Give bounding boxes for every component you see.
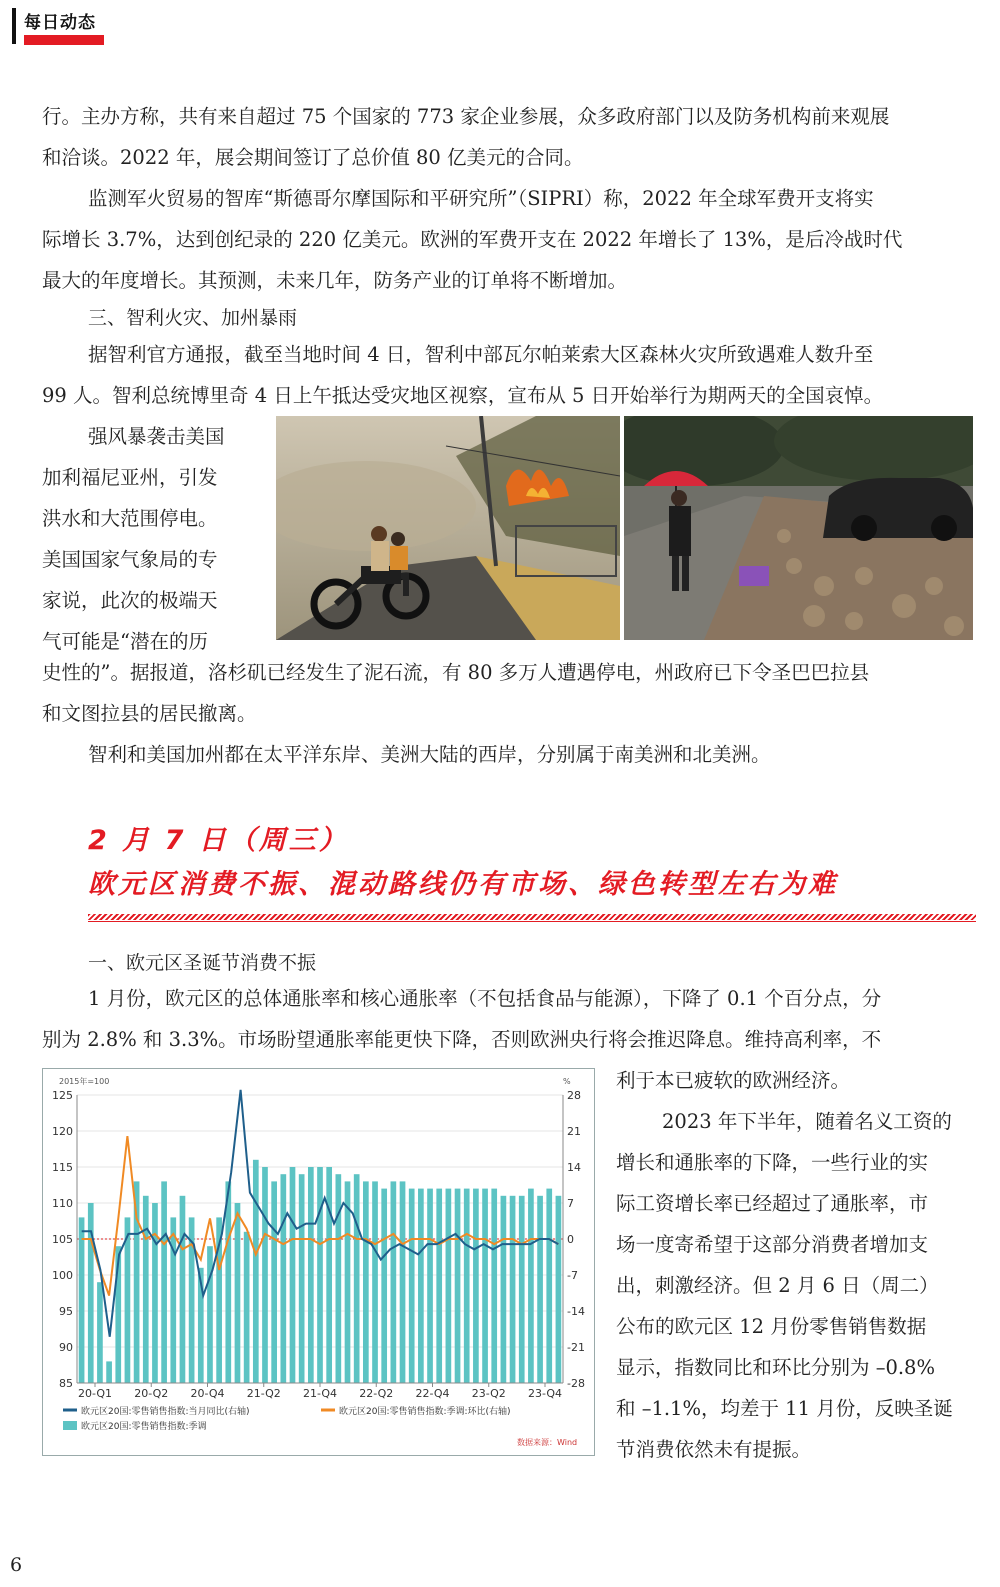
chart-bar	[418, 1189, 424, 1383]
paragraph-line: 增长和通胀率的下降，一些行业的实	[616, 1151, 929, 1174]
paragraph-line: 美国国家气象局的专	[42, 548, 218, 571]
paragraph-line: 据智利官方通报，截至当地时间 4 日，智利中部瓦尔帕莱索大区森林火灾所致遇难人数升至	[88, 343, 874, 366]
header-label: 每日动态	[24, 13, 96, 33]
chart-bar	[381, 1189, 387, 1383]
legend-label-mom: 欧元区20国:零售销售指数:季调:环比(右轴)	[339, 1407, 511, 1417]
right-tick-label: 0	[567, 1233, 574, 1246]
chart-bar	[280, 1174, 286, 1383]
chart-bar	[391, 1181, 397, 1383]
chart-bar	[354, 1174, 360, 1383]
paragraph-line: 最大的年度增长。其预测，未来几年，防务产业的订单将不断增加。	[42, 269, 628, 292]
chart-bar	[161, 1181, 167, 1383]
left-tick-label: 105	[52, 1233, 73, 1246]
chart-bar	[501, 1196, 507, 1383]
chart-bar	[510, 1196, 516, 1383]
chart-bar	[317, 1167, 323, 1383]
chart-bar	[308, 1167, 314, 1383]
right-tick-label: 7	[567, 1197, 574, 1210]
chart-bar	[482, 1189, 488, 1383]
chart-bar	[152, 1203, 158, 1383]
x-tick-label: 23-Q4	[527, 1387, 563, 1400]
left-axis-note: 2015年=100	[59, 1077, 110, 1086]
paragraph-line: 节消费依然未有提振。	[616, 1438, 812, 1461]
paragraph-line: 强风暴袭击美国	[88, 425, 225, 448]
header-red-block	[24, 35, 104, 45]
chart-bar	[528, 1189, 534, 1383]
left-tick-label: 90	[59, 1341, 73, 1354]
paragraph-line: 场一度寄希望于这部分消费者增加支	[616, 1233, 929, 1256]
chart-bar	[491, 1189, 497, 1383]
x-tick-label: 20-Q1	[77, 1387, 113, 1400]
section-heading-chile-california: 三、智利火灾、加州暴雨	[88, 307, 298, 329]
section-title: 欧元区消费不振、混动路线仍有市场、绿色转型左右为难	[88, 869, 838, 900]
right-tick-label: 21	[567, 1125, 581, 1138]
section-divider	[88, 914, 976, 920]
chart-bar	[409, 1189, 415, 1383]
right-tick-label: 28	[567, 1089, 581, 1102]
left-tick-label: 115	[52, 1161, 73, 1174]
section-date: 2 月 7 日（周三）	[88, 825, 349, 856]
paragraph-line: 气可能是“潜在的历	[42, 630, 208, 653]
paragraph-line: 别为 2.8% 和 3.3%。市场盼望通胀率能更快下降，否则欧洲央行将会推迟降息。维持高利率，不	[42, 1028, 882, 1051]
chile-fire-photo	[276, 416, 620, 640]
left-tick-label: 120	[52, 1125, 73, 1138]
right-axis-note: %	[563, 1077, 571, 1086]
chart-bar	[372, 1181, 378, 1383]
subsection-heading-eurozone: 一、欧元区圣诞节消费不振	[88, 952, 317, 974]
page-number: 6	[10, 1554, 23, 1576]
chart-bar	[235, 1203, 241, 1383]
paragraph-line: 史性的”。据报道，洛杉矶已经发生了泥石流，有 80 多万人遭遇停电，州政府已下令圣巴巴拉县	[42, 661, 870, 684]
paragraph-line: 和洽谈。2022 年，展会期间签订了总价值 80 亿美元的合同。	[42, 146, 584, 169]
chart-bar	[207, 1246, 213, 1383]
chart-bar	[427, 1189, 433, 1383]
left-tick-label: 125	[52, 1089, 73, 1102]
chart-bar	[88, 1203, 94, 1383]
left-tick-label: 100	[52, 1269, 73, 1282]
chart-bar	[180, 1196, 186, 1383]
paragraph-line: 利于本已疲软的欧洲经济。	[616, 1069, 851, 1092]
paragraph-line: 行。主办方称，共有来自超过 75 个国家的 773 家企业参展，众多政府部门以及防务机构前来观展	[42, 105, 890, 128]
paragraph-line: 智利和美国加州都在太平洋东岸、美洲大陆的西岸，分别属于南美洲和北美洲。	[88, 743, 771, 766]
paragraph-line: 加利福尼亚州，引发	[42, 466, 218, 489]
chart-bar	[143, 1196, 149, 1383]
chart-bar	[519, 1196, 525, 1383]
right-tick-label: -28	[567, 1377, 585, 1390]
chart-bar	[546, 1189, 552, 1383]
paragraph-line: 际工资增长率已经超过了通胀率，市	[616, 1192, 929, 1215]
paragraph-line: 和 –1.1%，均差于 11 月份，反映圣诞	[616, 1397, 953, 1420]
paragraph-line: 2023 年下半年，随着名义工资的	[662, 1110, 952, 1133]
x-tick-label: 21-Q2	[246, 1387, 281, 1400]
left-tick-label: 110	[52, 1197, 73, 1210]
paragraph-line: 洪水和大范围停电。	[42, 507, 218, 530]
paragraph-line: 和文图拉县的居民撤离。	[42, 702, 257, 725]
legend-swatch-index	[63, 1421, 77, 1430]
right-tick-label: -7	[567, 1269, 578, 1282]
chart-bar	[556, 1196, 562, 1383]
legend-label-yoy: 欧元区20国:零售销售指数:当月同比(右轴)	[81, 1407, 250, 1417]
legend-label-index: 欧元区20国:零售销售指数:季调	[81, 1422, 207, 1432]
chart-bar	[262, 1167, 268, 1383]
chart-bar	[455, 1189, 461, 1383]
chart-bar	[345, 1181, 351, 1383]
left-tick-label: 85	[59, 1377, 73, 1390]
chart-bar	[363, 1181, 369, 1383]
x-tick-label: 22-Q4	[415, 1387, 450, 1400]
paragraph-line: 家说，此次的极端天	[42, 589, 218, 612]
x-tick-label: 20-Q2	[134, 1387, 169, 1400]
x-tick-label: 21-Q4	[302, 1387, 338, 1400]
chart-bar	[436, 1189, 442, 1383]
chart-svg	[43, 1069, 594, 1455]
paragraph-line: 出，刺激经济。但 2 月 6 日（周二）	[616, 1274, 939, 1297]
paragraph-line: 显示，指数同比和环比分别为 –0.8%	[616, 1356, 935, 1379]
chart-bar	[290, 1167, 296, 1383]
x-tick-label: 20-Q4	[190, 1387, 225, 1400]
chart-bar	[464, 1189, 470, 1383]
section-divider-thin	[88, 921, 976, 922]
paragraph-line: 公布的欧元区 12 月份零售销售数据	[616, 1315, 927, 1338]
left-tick-label: 95	[59, 1305, 73, 1318]
right-tick-label: 14	[567, 1161, 581, 1174]
chart-bar	[326, 1167, 332, 1383]
page-header	[12, 6, 97, 46]
paragraph-line: 1 月份，欧元区的总体通胀率和核心通胀率（不包括食品与能源），下降了 0.1 个百分点，分	[88, 987, 882, 1010]
chart-bar	[244, 1232, 250, 1383]
retail-sales-chart	[42, 1068, 595, 1456]
chart-bar	[335, 1174, 341, 1383]
chart-bar	[446, 1189, 452, 1383]
chart-bar	[106, 1361, 112, 1383]
chart-bar	[253, 1160, 259, 1383]
chart-bar	[299, 1174, 305, 1383]
paragraph-line: 99 人。智利总统博里奇 4 日上午抵达受灾地区视察，宣布从 5 日开始举行为期两天的全国哀悼。	[42, 384, 884, 407]
chart-bar	[97, 1282, 103, 1383]
chart-bar	[473, 1189, 479, 1383]
header-bar	[12, 8, 16, 44]
chart-bar	[79, 1217, 85, 1383]
chart-bar	[271, 1181, 277, 1383]
paragraph-line: 监测军火贸易的智库“斯德哥尔摩国际和平研究所”（SIPRI）称，2022 年全球军费开支将实	[88, 187, 874, 210]
california-storm-photo	[624, 416, 973, 640]
chart-bar	[170, 1217, 176, 1383]
right-tick-label: -14	[567, 1305, 585, 1318]
chart-bar	[537, 1196, 543, 1383]
x-tick-label: 23-Q2	[471, 1387, 506, 1400]
chart-source: 数据来源：Wind	[517, 1438, 578, 1447]
chart-bar	[225, 1181, 231, 1383]
right-tick-label: -21	[567, 1341, 585, 1354]
chart-bar	[400, 1181, 406, 1383]
x-tick-label: 22-Q2	[359, 1387, 394, 1400]
paragraph-line: 际增长 3.7%，达到创纪录的 220 亿美元。欧洲的军费开支在 2022 年增长了 13%，是后冷战时代	[42, 228, 903, 251]
